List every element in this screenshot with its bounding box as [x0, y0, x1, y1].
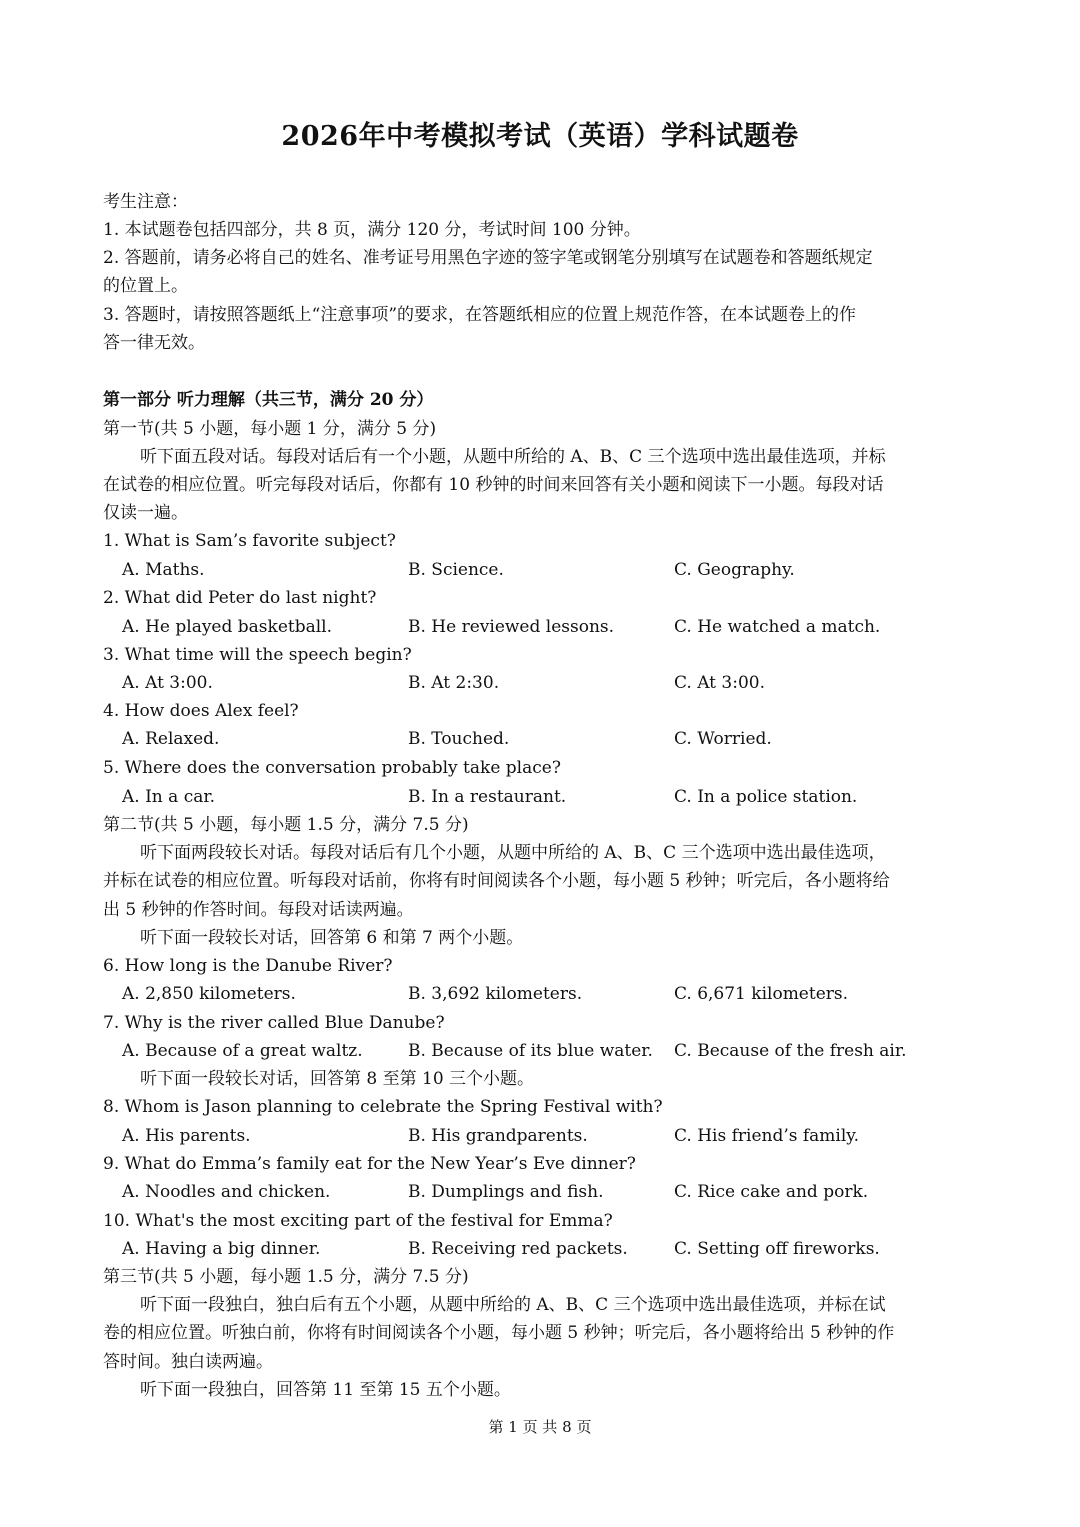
- option-b: B. Dumplings and fish.: [408, 1182, 604, 1202]
- option-b: B. In a restaurant.: [408, 787, 567, 807]
- notice-line: 的位置上。: [103, 276, 188, 296]
- section1-instruction: 仅读一遍。: [103, 503, 188, 523]
- question-stem: 2. What did Peter do last night?: [103, 588, 377, 608]
- question-stem: 5. Where does the conversation probably take place?: [103, 758, 561, 778]
- section2-instruction: 并标在试卷的相应位置。听每段对话前，你将有时间阅读各个小题，每小题 5 秒钟；听完后，各小题将给: [103, 871, 890, 891]
- option-a: A. 2,850 kilometers.: [122, 984, 296, 1004]
- option-a: A. At 3:00.: [122, 673, 213, 693]
- question-stem: 1. What is Sam’s favorite subject?: [103, 531, 396, 551]
- question-stem: 10. What's the most exciting part of the festival for Emma?: [103, 1211, 613, 1231]
- question-options: [0, 1038, 1080, 1064]
- option-b: B. 3,692 kilometers.: [408, 984, 583, 1004]
- section2-heading: 第二节(共 5 小题，每小题 1.5 分，满分 7.5 分): [103, 815, 469, 835]
- option-b: B. His grandparents.: [408, 1126, 588, 1146]
- section3-instruction: 听下面一段独白，独白后有五个小题，从题中所给的 A、B、C 三个选项中选出最佳选项，并标在试: [140, 1295, 886, 1315]
- question-options: [0, 981, 1080, 1007]
- notice-line: 1. 本试题卷包括四部分，共 8 页，满分 120 分，考试时间 100 分钟。: [103, 220, 641, 240]
- option-b: B. Because of its blue water.: [408, 1041, 653, 1061]
- question-options: [0, 614, 1080, 640]
- section3-instruction: 答时间。独白读两遍。: [103, 1352, 273, 1372]
- option-c: C. Geography.: [674, 560, 795, 580]
- option-a: A. He played basketball.: [122, 617, 333, 637]
- question-stem: 7. Why is the river called Blue Danube?: [103, 1013, 445, 1033]
- question-options: [0, 1123, 1080, 1149]
- option-a: A. His parents.: [122, 1126, 251, 1146]
- option-c: C. 6,671 kilometers.: [674, 984, 849, 1004]
- question-options: [0, 670, 1080, 696]
- option-c: C. Worried.: [674, 729, 772, 749]
- option-b: B. Science.: [408, 560, 504, 580]
- option-c: C. In a police station.: [674, 787, 858, 807]
- section2-instruction: 听下面两段较长对话。每段对话后有几个小题，从题中所给的 A、B、C 三个选项中选出最佳选项，: [140, 843, 886, 863]
- section3-heading: 第三节(共 5 小题，每小题 1.5 分，满分 7.5 分): [103, 1267, 469, 1287]
- section3-lead: 听下面一段独白，回答第 11 至第 15 五个小题。: [140, 1380, 511, 1400]
- question-options: [0, 1236, 1080, 1262]
- section2-lead: 听下面一段较长对话，回答第 8 至第 10 三个小题。: [140, 1069, 535, 1089]
- option-b: B. At 2:30.: [408, 673, 500, 693]
- question-stem: 3. What time will the speech begin?: [103, 645, 412, 665]
- section1-instruction: 听下面五段对话。每段对话后有一个小题，从题中所给的 A、B、C 三个选项中选出最佳选项，并标: [140, 447, 886, 467]
- question-stem: 6. How long is the Danube River?: [103, 956, 393, 976]
- notice-heading: 考生注意：: [103, 192, 188, 212]
- notice-line: 3. 答题时，请按照答题纸上“注意事项”的要求，在答题纸相应的位置上规范作答，在本试题卷上的作: [103, 305, 857, 325]
- option-b: B. He reviewed lessons.: [408, 617, 615, 637]
- option-a: A. Having a big dinner.: [122, 1239, 321, 1259]
- option-a: A. Relaxed.: [122, 729, 220, 749]
- option-c: C. Setting off fireworks.: [674, 1239, 880, 1259]
- question-options: [0, 784, 1080, 810]
- section2-lead: 听下面一段较长对话，回答第 6 和第 7 两个小题。: [140, 928, 524, 948]
- question-options: [0, 726, 1080, 752]
- section1-instruction: 在试卷的相应位置。听完每段对话后，你都有 10 秒钟的时间来回答有关小题和阅读下一小题。每段对话: [103, 475, 884, 495]
- option-a: A. Because of a great waltz.: [122, 1041, 363, 1061]
- question-stem: 9. What do Emma’s family eat for the New Year’s Eve dinner?: [103, 1154, 636, 1174]
- question-stem: 8. Whom is Jason planning to celebrate the Spring Festival with?: [103, 1097, 663, 1117]
- option-c: C. At 3:00.: [674, 673, 766, 693]
- page-title: 2026年中考模拟考试（英语）学科试题卷: [281, 121, 799, 152]
- option-a: A. Maths.: [122, 560, 205, 580]
- question-options: [0, 557, 1080, 583]
- option-b: B. Receiving red packets.: [408, 1239, 628, 1259]
- option-a: A. Noodles and chicken.: [122, 1182, 331, 1202]
- section3-instruction: 卷的相应位置。听独白前，你将有时间阅读各个小题，每小题 5 秒钟；听完后，各小题将给出 5 秒钟的作: [103, 1323, 895, 1343]
- page-number-footer: 第 1 页 共 8 页: [488, 1418, 592, 1436]
- option-c: C. Rice cake and pork.: [674, 1182, 869, 1202]
- part1-heading: 第一部分 听力理解（共三节，满分 20 分）: [103, 390, 434, 410]
- question-stem: 4. How does Alex feel?: [103, 701, 299, 721]
- option-b: B. Touched.: [408, 729, 510, 749]
- question-options: [0, 1179, 1080, 1205]
- option-a: A. In a car.: [122, 787, 216, 807]
- notice-line: 2. 答题前，请务必将自己的姓名、准考证号用黑色字迹的签字笔或钢笔分别填写在试题卷和答题纸规定: [103, 248, 873, 268]
- option-c: C. His friend’s family.: [674, 1126, 860, 1146]
- option-c: C. Because of the fresh air.: [674, 1041, 907, 1061]
- section2-instruction: 出 5 秒钟的作答时间。每段对话读两遍。: [103, 900, 414, 920]
- section1-heading: 第一节(共 5 小题，每小题 1 分，满分 5 分): [103, 419, 437, 439]
- option-c: C. He watched a match.: [674, 617, 881, 637]
- notice-line: 答一律无效。: [103, 333, 205, 353]
